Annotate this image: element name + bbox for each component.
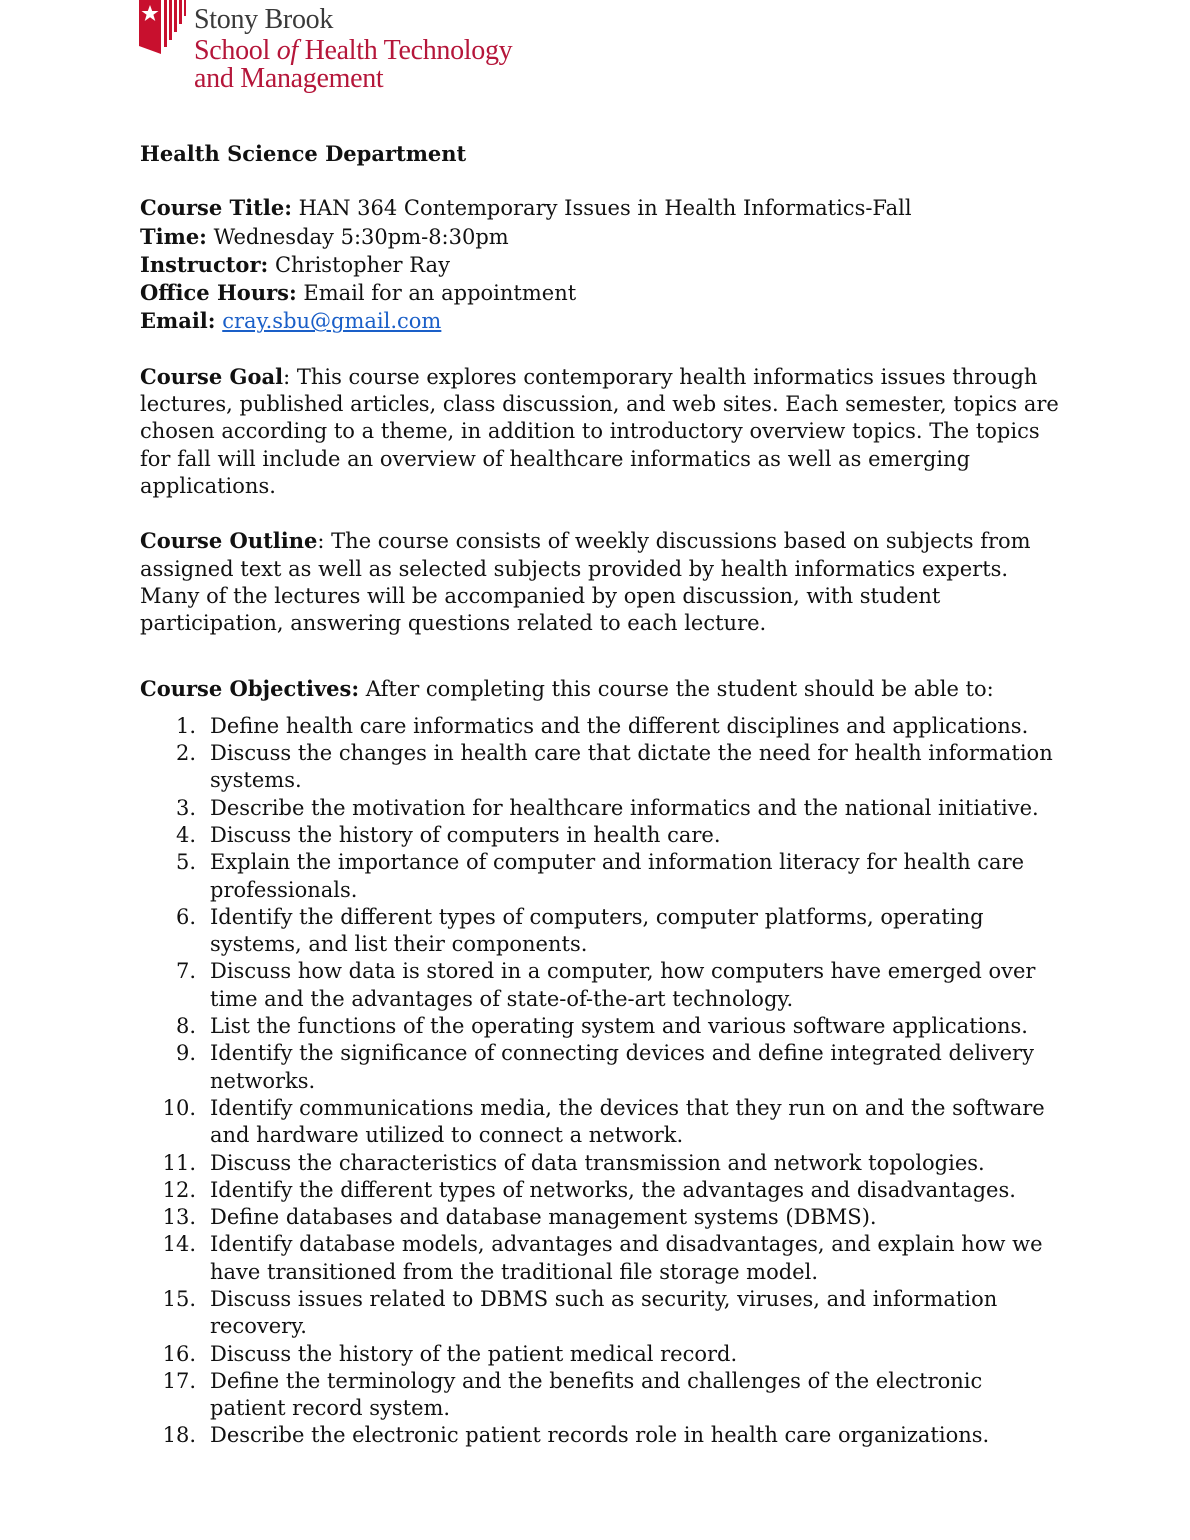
list-item [140, 1204, 1060, 1231]
instructor-label: Instructor: [140, 251, 269, 277]
list-item-text: Define health care informatics and the different disciplines and applications. [210, 713, 1029, 738]
list-item-text: Discuss the characteristics of data transmission and network topologies. [210, 1150, 985, 1175]
course-info [140, 194, 1060, 335]
list-item-text: List the functions of the operating system and various software applications. [210, 1014, 1028, 1039]
list-item [140, 1040, 1060, 1095]
list-item [140, 849, 1060, 904]
list-item-text: Discuss issues related to DBMS such as security, viruses, and information recovery. [210, 1286, 998, 1339]
course-goal-paragraph [140, 363, 1060, 500]
list-item-text: Discuss how data is stored in a computer, how computers have emerged over time and the advantages of state-of-the-art technology. [210, 959, 1036, 1011]
list-item-text: Identify database models, advantages and disadvantages, and explain how we have transitioned from the traditional file storage model. [210, 1232, 1043, 1284]
course-outline-paragraph [140, 527, 1060, 637]
list-item [140, 713, 1060, 740]
course-title-value: HAN 364 Contemporary Issues in Health Informatics-Fall [291, 196, 912, 221]
time-label: Time: [140, 223, 207, 249]
list-item-number: 12. [162, 1177, 196, 1202]
email-line [140, 307, 1060, 335]
course-outline-label: Course Outline [140, 528, 318, 554]
list-item-text: Describe the electronic patient records role in health care organizations. [210, 1423, 990, 1448]
list-item-number: 17. [162, 1368, 196, 1393]
list-item-number: 4. [175, 822, 196, 847]
instructor-line [140, 251, 1060, 279]
list-item [140, 1150, 1060, 1177]
logo-text-stony-brook: Stony Brook [194, 4, 334, 35]
instructor-value: Christopher Ray [268, 252, 450, 277]
department-heading: Health Science Department [140, 141, 467, 166]
course-objectives-label: Course Objectives: [140, 676, 360, 702]
course-goal-text: : This course explores contemporary health informatics issues through lectures, published articles, class discussion, and web sites. Each semester, topics are chosen according to a theme, in addition to introductory overview topics. The topics for fall will include an overview of healthcare informatics as well as emerging applications. [140, 364, 1059, 498]
list-item [140, 1095, 1060, 1150]
list-item-number: 2. [175, 741, 196, 766]
logo-text-management: and Management [194, 63, 384, 94]
list-item [140, 740, 1060, 795]
course-objectives-intro: After completing this course the student should be able to: [359, 677, 994, 702]
list-item-text: Discuss the history of the patient medical record. [210, 1341, 738, 1366]
list-item-text: Discuss the history of computers in health care. [210, 822, 721, 847]
course-goal-label: Course Goal [140, 363, 284, 389]
list-item-text: Identify communications media, the devices that they run on and the software and hardware utilized to connect a network. [210, 1095, 1045, 1148]
course-objectives-heading [140, 675, 1060, 703]
email-label: Email: [140, 308, 216, 334]
list-item-number: 11. [162, 1150, 196, 1175]
list-item-text: Define databases and database management systems (DBMS). [210, 1205, 877, 1230]
office-hours-value: Email for an appointment [296, 281, 577, 306]
list-item-text: Explain the importance of computer and information literacy for health care professionals. [210, 850, 1025, 902]
time-line [140, 223, 1060, 251]
list-item [140, 958, 1060, 1013]
list-item [140, 1422, 1060, 1449]
list-item [140, 795, 1060, 822]
list-item [140, 1013, 1060, 1040]
time-value: Wednesday 5:30pm-8:30pm [206, 224, 509, 249]
list-item [140, 1286, 1060, 1341]
list-item-text: Identify the different types of networks, the advantages and disadvantages. [210, 1177, 1016, 1202]
list-item-number: 13. [162, 1205, 196, 1230]
course-title-label: Course Title: [140, 195, 292, 221]
course-outline-text: : The course consists of weekly discussions based on subjects from assigned text as well as selected subjects provided by health informatics experts. Many of the lectures will be accompanied by open discussion, with student participation, answering questions related to each lecture. [140, 529, 1031, 636]
list-item-number: 3. [175, 795, 196, 820]
email-link[interactable]: cray.sbu@gmail.com [222, 309, 442, 334]
list-item-text: Define the terminology and the benefits and challenges of the electronic patient record system. [210, 1368, 983, 1421]
list-item-number: 1. [175, 713, 196, 738]
list-item-text: Identify the significance of connecting devices and define integrated delivery networks. [210, 1041, 1034, 1093]
list-item [140, 822, 1060, 849]
objectives-list [140, 713, 1060, 1450]
stony-brook-shield-icon [139, 0, 187, 54]
list-item-number: 10. [162, 1095, 196, 1120]
list-item-number: 9. [175, 1041, 196, 1066]
syllabus-document [140, 140, 1060, 1450]
list-item-number: 7. [175, 959, 196, 984]
list-item [140, 904, 1060, 959]
list-item [140, 1231, 1060, 1286]
course-title-line [140, 194, 1060, 222]
list-item [140, 1368, 1060, 1423]
list-item [140, 1341, 1060, 1368]
logo-text-school: School of Health Technology [194, 35, 513, 66]
list-item-number: 18. [162, 1423, 196, 1448]
list-item-number: 16. [162, 1341, 196, 1366]
list-item-number: 14. [162, 1232, 196, 1257]
list-item-number: 6. [175, 904, 196, 929]
office-hours-label: Office Hours: [140, 280, 297, 306]
list-item-number: 5. [175, 850, 196, 875]
list-item [140, 1177, 1060, 1204]
list-item-text: Identify the different types of computers, computer platforms, operating systems, and list their components. [210, 904, 984, 957]
list-item-number: 8. [175, 1014, 196, 1039]
list-item-text: Discuss the changes in health care that dictate the need for health information systems. [210, 741, 1053, 793]
list-item-text: Describe the motivation for healthcare informatics and the national initiative. [210, 795, 1039, 820]
university-logo [139, 0, 539, 100]
list-item-number: 15. [162, 1286, 196, 1311]
office-hours-line [140, 279, 1060, 307]
